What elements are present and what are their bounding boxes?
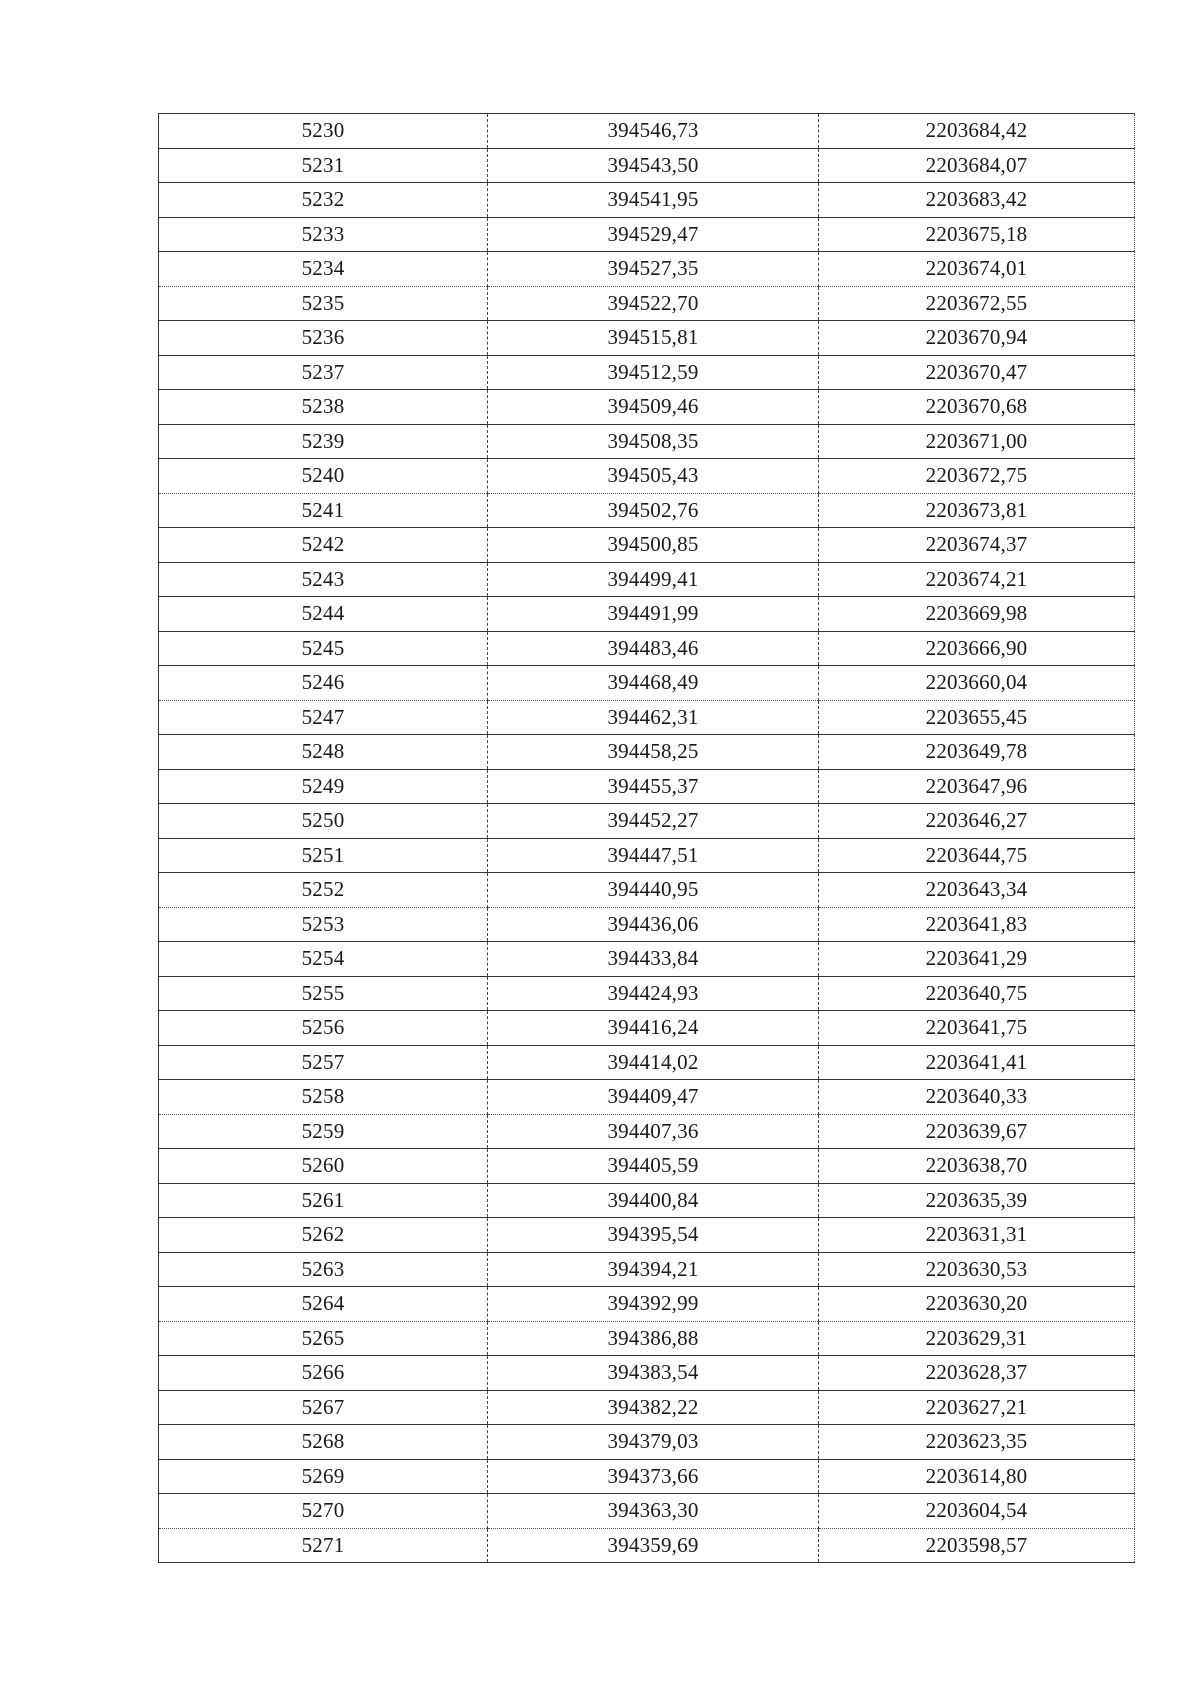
y-coordinate-cell: 2203673,81 [819, 493, 1135, 528]
y-coordinate-cell: 2203629,31 [819, 1321, 1135, 1356]
x-coordinate-cell: 394483,46 [488, 631, 819, 666]
table-row [159, 1287, 1135, 1322]
y-coordinate-cell: 2203670,94 [819, 321, 1135, 356]
y-coordinate-cell: 2203672,55 [819, 286, 1135, 321]
point-number-cell: 5246 [159, 666, 488, 701]
y-coordinate-cell: 2203669,98 [819, 597, 1135, 632]
point-number-cell: 5268 [159, 1425, 488, 1460]
x-coordinate-cell: 394359,69 [488, 1528, 819, 1563]
y-coordinate-cell: 2203674,37 [819, 528, 1135, 563]
point-number-cell: 5248 [159, 735, 488, 770]
y-coordinate-cell: 2203674,21 [819, 562, 1135, 597]
x-coordinate-cell: 394499,41 [488, 562, 819, 597]
point-number-cell: 5253 [159, 907, 488, 942]
table-row [159, 1494, 1135, 1529]
x-coordinate-cell: 394400,84 [488, 1183, 819, 1218]
point-number-cell: 5230 [159, 114, 488, 149]
x-coordinate-cell: 394468,49 [488, 666, 819, 701]
x-coordinate-cell: 394502,76 [488, 493, 819, 528]
y-coordinate-cell: 2203646,27 [819, 804, 1135, 839]
y-coordinate-cell: 2203683,42 [819, 183, 1135, 218]
table-row [159, 493, 1135, 528]
table-row [159, 838, 1135, 873]
table-row [159, 1045, 1135, 1080]
table-row [159, 769, 1135, 804]
point-number-cell: 5239 [159, 424, 488, 459]
point-number-cell: 5264 [159, 1287, 488, 1322]
y-coordinate-cell: 2203640,33 [819, 1080, 1135, 1115]
y-coordinate-cell: 2203638,70 [819, 1149, 1135, 1184]
x-coordinate-cell: 394543,50 [488, 148, 819, 183]
table-row [159, 1218, 1135, 1253]
table-row [159, 1149, 1135, 1184]
x-coordinate-cell: 394515,81 [488, 321, 819, 356]
point-number-cell: 5263 [159, 1252, 488, 1287]
x-coordinate-cell: 394395,54 [488, 1218, 819, 1253]
x-coordinate-cell: 394505,43 [488, 459, 819, 494]
y-coordinate-cell: 2203684,42 [819, 114, 1135, 149]
x-coordinate-cell: 394392,99 [488, 1287, 819, 1322]
y-coordinate-cell: 2203674,01 [819, 252, 1135, 287]
point-number-cell: 5260 [159, 1149, 488, 1184]
table-row [159, 1390, 1135, 1425]
x-coordinate-cell: 394433,84 [488, 942, 819, 977]
x-coordinate-cell: 394455,37 [488, 769, 819, 804]
x-coordinate-cell: 394509,46 [488, 390, 819, 425]
point-number-cell: 5266 [159, 1356, 488, 1391]
table-row [159, 976, 1135, 1011]
x-coordinate-cell: 394458,25 [488, 735, 819, 770]
point-number-cell: 5261 [159, 1183, 488, 1218]
x-coordinate-cell: 394529,47 [488, 217, 819, 252]
point-number-cell: 5262 [159, 1218, 488, 1253]
point-number-cell: 5269 [159, 1459, 488, 1494]
table-row [159, 217, 1135, 252]
y-coordinate-cell: 2203641,75 [819, 1011, 1135, 1046]
point-number-cell: 5249 [159, 769, 488, 804]
y-coordinate-cell: 2203630,20 [819, 1287, 1135, 1322]
point-number-cell: 5247 [159, 700, 488, 735]
y-coordinate-cell: 2203635,39 [819, 1183, 1135, 1218]
table-row [159, 459, 1135, 494]
x-coordinate-cell: 394527,35 [488, 252, 819, 287]
table-row [159, 873, 1135, 908]
point-number-cell: 5237 [159, 355, 488, 390]
point-number-cell: 5245 [159, 631, 488, 666]
table-row [159, 1252, 1135, 1287]
x-coordinate-cell: 394386,88 [488, 1321, 819, 1356]
y-coordinate-cell: 2203660,04 [819, 666, 1135, 701]
y-coordinate-cell: 2203655,45 [819, 700, 1135, 735]
table-row [159, 700, 1135, 735]
x-coordinate-cell: 394491,99 [488, 597, 819, 632]
y-coordinate-cell: 2203641,41 [819, 1045, 1135, 1080]
table-row [159, 183, 1135, 218]
point-number-cell: 5241 [159, 493, 488, 528]
x-coordinate-cell: 394546,73 [488, 114, 819, 149]
y-coordinate-cell: 2203671,00 [819, 424, 1135, 459]
x-coordinate-cell: 394383,54 [488, 1356, 819, 1391]
x-coordinate-cell: 394363,30 [488, 1494, 819, 1529]
point-number-cell: 5242 [159, 528, 488, 563]
y-coordinate-cell: 2203631,31 [819, 1218, 1135, 1253]
table-row [159, 1114, 1135, 1149]
table-row [159, 1321, 1135, 1356]
y-coordinate-cell: 2203666,90 [819, 631, 1135, 666]
x-coordinate-cell: 394409,47 [488, 1080, 819, 1115]
x-coordinate-cell: 394373,66 [488, 1459, 819, 1494]
x-coordinate-cell: 394452,27 [488, 804, 819, 839]
point-number-cell: 5256 [159, 1011, 488, 1046]
point-number-cell: 5233 [159, 217, 488, 252]
x-coordinate-cell: 394436,06 [488, 907, 819, 942]
point-number-cell: 5240 [159, 459, 488, 494]
x-coordinate-cell: 394379,03 [488, 1425, 819, 1460]
y-coordinate-cell: 2203641,83 [819, 907, 1135, 942]
point-number-cell: 5270 [159, 1494, 488, 1529]
table-row [159, 252, 1135, 287]
table-row [159, 942, 1135, 977]
point-number-cell: 5257 [159, 1045, 488, 1080]
x-coordinate-cell: 394522,70 [488, 286, 819, 321]
y-coordinate-cell: 2203684,07 [819, 148, 1135, 183]
point-number-cell: 5265 [159, 1321, 488, 1356]
table-row [159, 1528, 1135, 1563]
y-coordinate-cell: 2203644,75 [819, 838, 1135, 873]
y-coordinate-cell: 2203614,80 [819, 1459, 1135, 1494]
y-coordinate-cell: 2203641,29 [819, 942, 1135, 977]
point-number-cell: 5244 [159, 597, 488, 632]
x-coordinate-cell: 394447,51 [488, 838, 819, 873]
point-number-cell: 5271 [159, 1528, 488, 1563]
point-number-cell: 5267 [159, 1390, 488, 1425]
y-coordinate-cell: 2203672,75 [819, 459, 1135, 494]
point-number-cell: 5236 [159, 321, 488, 356]
table-row [159, 321, 1135, 356]
table-row [159, 1459, 1135, 1494]
table-row [159, 735, 1135, 770]
table-row [159, 114, 1135, 149]
x-coordinate-cell: 394440,95 [488, 873, 819, 908]
point-number-cell: 5250 [159, 804, 488, 839]
coordinates-table-body [159, 114, 1135, 1563]
coordinates-table [158, 113, 1135, 1563]
point-number-cell: 5258 [159, 1080, 488, 1115]
x-coordinate-cell: 394500,85 [488, 528, 819, 563]
point-number-cell: 5231 [159, 148, 488, 183]
table-row [159, 355, 1135, 390]
y-coordinate-cell: 2203598,57 [819, 1528, 1135, 1563]
point-number-cell: 5259 [159, 1114, 488, 1149]
x-coordinate-cell: 394512,59 [488, 355, 819, 390]
table-row [159, 390, 1135, 425]
y-coordinate-cell: 2203647,96 [819, 769, 1135, 804]
table-row [159, 1011, 1135, 1046]
point-number-cell: 5234 [159, 252, 488, 287]
y-coordinate-cell: 2203627,21 [819, 1390, 1135, 1425]
table-row [159, 286, 1135, 321]
y-coordinate-cell: 2203639,67 [819, 1114, 1135, 1149]
y-coordinate-cell: 2203623,35 [819, 1425, 1135, 1460]
y-coordinate-cell: 2203675,18 [819, 217, 1135, 252]
table-row [159, 597, 1135, 632]
x-coordinate-cell: 394414,02 [488, 1045, 819, 1080]
table-row [159, 1356, 1135, 1391]
y-coordinate-cell: 2203630,53 [819, 1252, 1135, 1287]
point-number-cell: 5254 [159, 942, 488, 977]
table-row [159, 631, 1135, 666]
y-coordinate-cell: 2203604,54 [819, 1494, 1135, 1529]
point-number-cell: 5243 [159, 562, 488, 597]
y-coordinate-cell: 2203670,47 [819, 355, 1135, 390]
point-number-cell: 5251 [159, 838, 488, 873]
point-number-cell: 5252 [159, 873, 488, 908]
table-row [159, 666, 1135, 701]
y-coordinate-cell: 2203628,37 [819, 1356, 1135, 1391]
y-coordinate-cell: 2203640,75 [819, 976, 1135, 1011]
x-coordinate-cell: 394407,36 [488, 1114, 819, 1149]
table-row [159, 148, 1135, 183]
table-row [159, 907, 1135, 942]
x-coordinate-cell: 394416,24 [488, 1011, 819, 1046]
x-coordinate-cell: 394405,59 [488, 1149, 819, 1184]
table-row [159, 1183, 1135, 1218]
y-coordinate-cell: 2203643,34 [819, 873, 1135, 908]
table-row [159, 424, 1135, 459]
x-coordinate-cell: 394382,22 [488, 1390, 819, 1425]
point-number-cell: 5235 [159, 286, 488, 321]
table-row [159, 804, 1135, 839]
x-coordinate-cell: 394424,93 [488, 976, 819, 1011]
table-row [159, 1080, 1135, 1115]
x-coordinate-cell: 394394,21 [488, 1252, 819, 1287]
x-coordinate-cell: 394541,95 [488, 183, 819, 218]
table-row [159, 1425, 1135, 1460]
point-number-cell: 5232 [159, 183, 488, 218]
x-coordinate-cell: 394462,31 [488, 700, 819, 735]
point-number-cell: 5255 [159, 976, 488, 1011]
table-row [159, 562, 1135, 597]
table-row [159, 528, 1135, 563]
x-coordinate-cell: 394508,35 [488, 424, 819, 459]
y-coordinate-cell: 2203649,78 [819, 735, 1135, 770]
y-coordinate-cell: 2203670,68 [819, 390, 1135, 425]
point-number-cell: 5238 [159, 390, 488, 425]
